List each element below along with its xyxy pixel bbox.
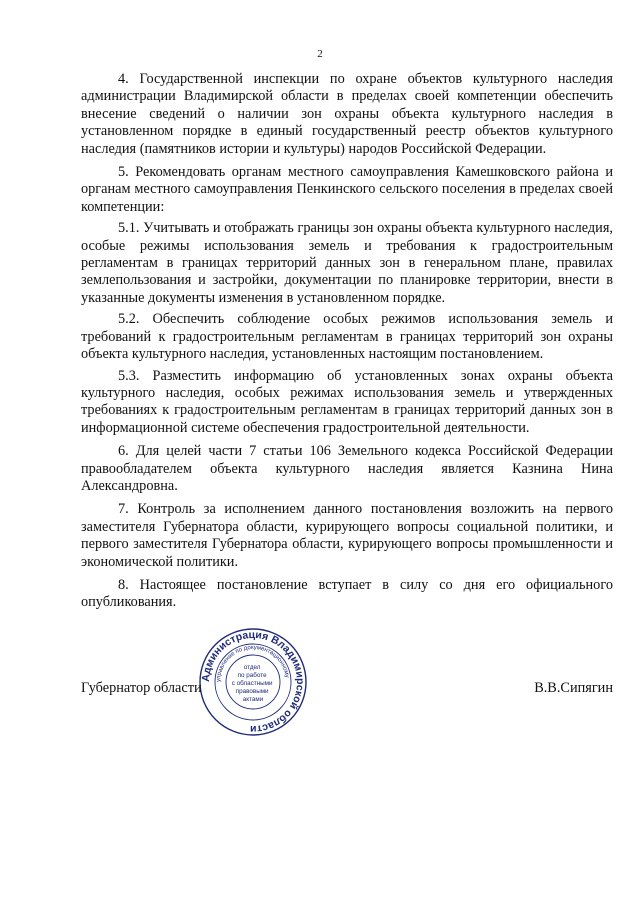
stamp-center-line: отдел [243,664,261,671]
paragraph-7: 7. Контроль за исполнением данного постановления возложить на первого заместителя Губернатора области, курирующего вопросы социальной политики, и первого заместителя Губернатора области, курирующего вопросы промышленности и экономической политики. [81,501,613,570]
page-number: 2 [317,48,323,60]
stamp-outer-text: Администрация Владимирской области [199,628,307,736]
signatory-name: В.В.Сипягин [534,680,613,696]
signatory-position: Губернатор области [81,680,202,696]
paragraph-5-3: 5.3. Разместить информацию об установленных зонах охраны объекта культурного наследия, особых режимах использования земель и утвержденных требованиях к градостроительным регламентам в границах территорий данных зон в информационной системе обеспечения градостроительной деятельности. [81,367,613,436]
stamp-center-line: по работе [237,672,267,679]
paragraph-8: 8. Настоящее постановление вступает в силу со дня его официального опубликования. [81,576,613,611]
paragraph-6: 6. Для целей части 7 статьи 106 Земельного кодекса Российской Федерации правообладателем объекта культурного наследия является Казнина Нина Александровна. [81,443,613,494]
stamp-center-line: актами [242,696,264,703]
document-body [81,71,613,618]
paragraph-5-1: 5.1. Учитывать и отображать границы зон охраны объекта культурного наследия, особые режимы использования земель и требования к градостроительным регламентам в границах территорий данных зон в генеральном плане, правилах землепользования и застройки, документации по планировке территории, внести в указанные документы изменения в установленном порядке. [81,220,613,306]
paragraph-5-2: 5.2. Обеспечить соблюдение особых режимов использования земель и требований к градостроительным регламентам в границах территорий зон охраны объекта культурного наследия, установленных настоящим постановлением. [81,311,613,363]
paragraph-5: 5. Рекомендовать органам местного самоуправления Камешковского района и органам местного самоуправления Пенкинского сельского поселения в пределах своей компетенции: [81,164,613,215]
svg-text:отдел по работе с [232,664,275,703]
paragraph-4: 4. Государственной инспекции по охране объектов культурного наследия администрации Владимирской области в пределах своей компетенции обеспечить внесение сведений о наличии зон охраны объекта культурного наследия в установленном порядке в единый государственный реестр объектов культурного наследия (памятников истории и культуры) народов Российской Федерации. [81,71,613,157]
stamp-inner-text: управление по документационному [215,644,290,683]
stamp-center-line: правовыми [235,688,269,695]
stamp-center-line: с областными [231,680,273,687]
official-stamp [198,627,308,737]
